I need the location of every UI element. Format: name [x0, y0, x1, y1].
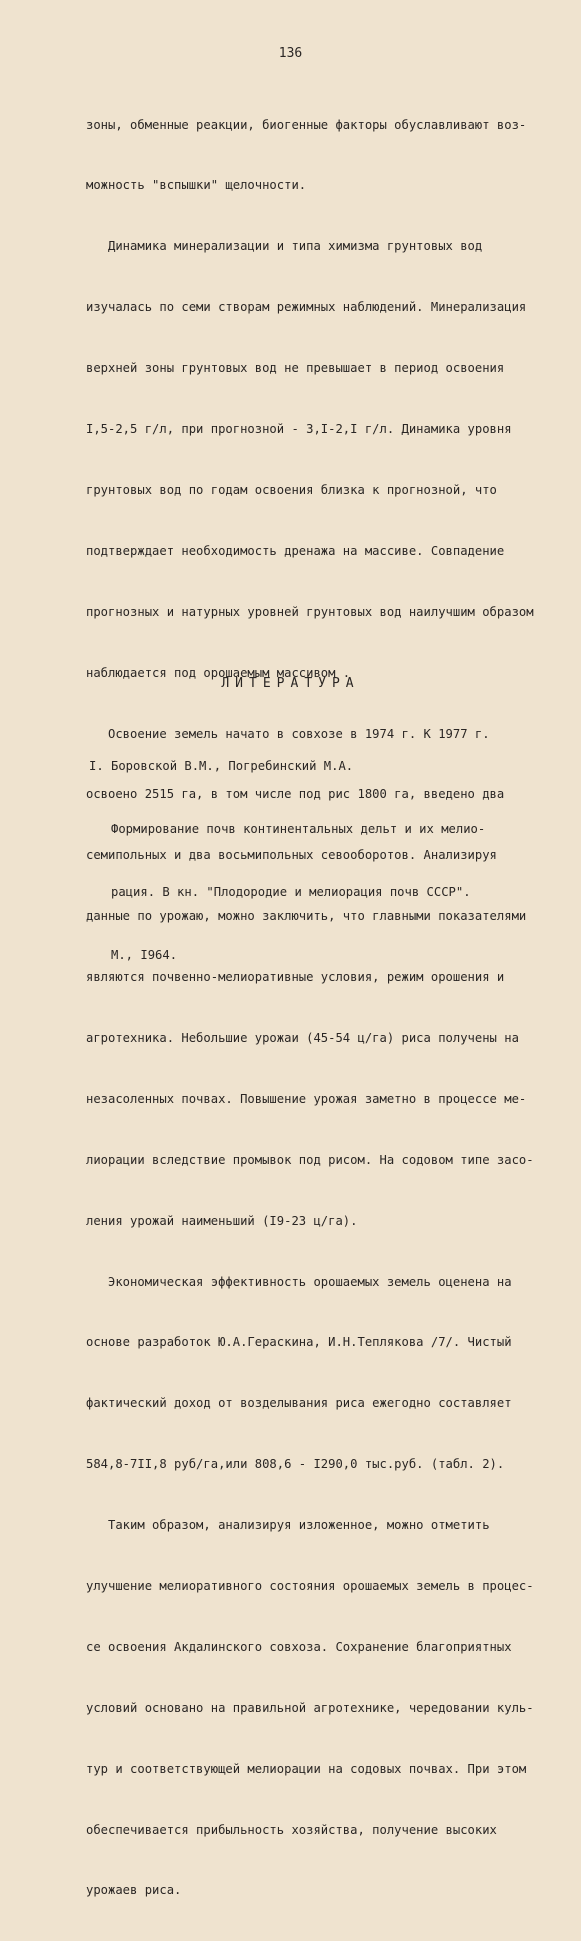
text-line: Освоение земель начато в совхозе в 1974 г. К 1977 г. [86, 726, 490, 741]
text-line: агротехника. Небольшие урожаи (45-54 ц/га) риса получены на [86, 1030, 519, 1045]
literature-line: Формирование почв континентальных дельт и их мелио- [89, 822, 486, 836]
text-line: подтверждает необходимость дренажа на массиве. Совпадение [86, 543, 505, 558]
page-number: 136 [278, 46, 303, 61]
text-line: грунтовых вод по годам освоения близка к прогнозной, что [86, 482, 497, 497]
literature-heading: ЛИТЕРАТУРА [221, 676, 360, 691]
literature-line: рация. В кн. "Плодородие и мелиорация почв СССР". [89, 885, 471, 899]
text-line: урожаев риса. [86, 1883, 182, 1898]
text-line: ления урожай наименьший (I9-23 ц/га). [86, 1213, 358, 1228]
text-line: основе разработок Ю.А.Гераскина, И.Н.Теплякова /7/. Чистый [86, 1335, 512, 1350]
literature-line: М., I964. [89, 948, 178, 962]
text-line: I,5-2,5 г/л, при прогнозной - 3,I-2,I г/л. Динамика уровня [86, 422, 512, 437]
text-line: обеспечивается прибыльность хозяйства, получение высоких [86, 1822, 497, 1837]
text-line: освоено 2515 га, в том числе под рис 1800 га, введено два [86, 787, 505, 802]
text-line: Экономическая эффективность орошаемых земель оценена на [86, 1274, 512, 1289]
text-line: 584,8-7II,8 руб/га,или 808,6 - I290,0 тыс.руб. (табл. 2). [86, 1457, 505, 1472]
text-line: Таким образом, анализируя изложенное, можно отметить [86, 1518, 490, 1533]
text-line: фактический доход от возделывания риса ежегодно составляет [86, 1396, 512, 1411]
text-line: можность "вспышки" щелочности. [86, 178, 307, 193]
text-line: лиорации вследствие промывок под рисом. На содовом типе засо- [86, 1152, 534, 1167]
text-line: изучалась по семи створам режимных наблюдений. Минерализация [86, 300, 527, 315]
text-line: условий основано на правильной агротехнике, чередовании куль- [86, 1700, 534, 1715]
text-line: наблюдается под орошаемым массивом . [86, 665, 351, 680]
text-line: тур и соответствующей мелиорации на содовых почвах. При этом [86, 1761, 527, 1776]
text-line: данные по урожаю, можно заключить, что главными показателями [86, 909, 527, 924]
text-line: верхней зоны грунтовых вод не превышает в период освоения [86, 361, 505, 376]
text-line: улучшение мелиоративного состояния орошаемых земель в процес- [86, 1578, 534, 1593]
text-line: се освоения Акдалинского совхоза. Сохранение благоприятных [86, 1639, 512, 1654]
text-line: зоны, обменные реакции, биогенные факторы обуславливают воз- [86, 117, 527, 132]
literature-line: I. Боровской В.М., Погребинский М.А. [89, 759, 354, 773]
text-line: являются почвенно-мелиоративные условия, режим орошения и [86, 970, 505, 985]
text-line: Динамика минерализации и типа химизма грунтовых вод [86, 239, 483, 254]
text-line: семипольных и два восьмипольных севооборотов. Анализируя [86, 848, 497, 863]
text-line: прогнозных и натурных уровней грунтовых вод наилучшим образом [86, 604, 534, 619]
text-line: незасоленных почвах. Повышение урожая заметно в процессе ме- [86, 1091, 527, 1106]
literature-item [89, 714, 569, 1008]
